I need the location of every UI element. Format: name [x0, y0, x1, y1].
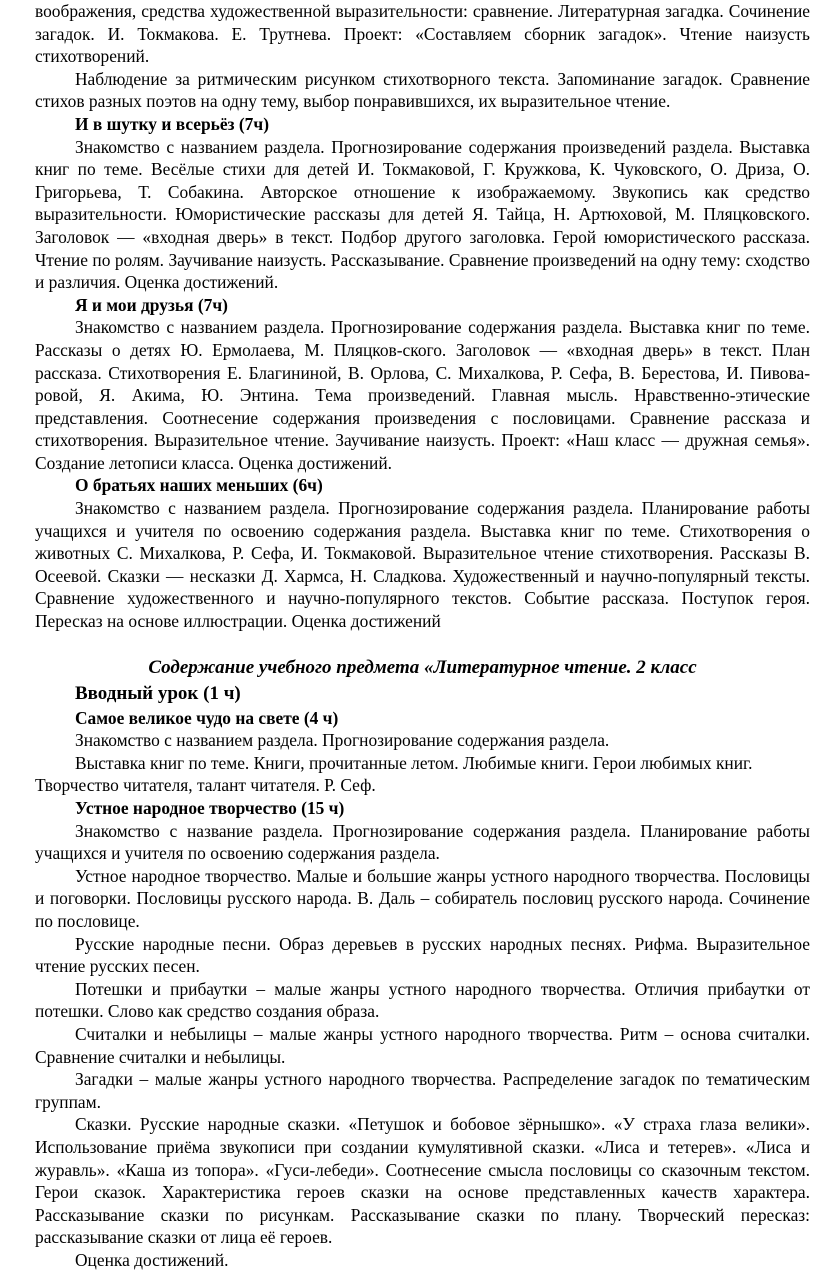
folk-paragraph: Загадки – малые жанры устного народного творчества. Распределение загадок по тематическим группам.: [35, 1069, 810, 1112]
section-heading-animals: О братьях наших меньших (6ч): [75, 475, 323, 496]
section-heading-friends: Я и мои друзья (7ч): [75, 294, 228, 315]
section-heading-folk: Устное народное творчество (15 ч): [75, 798, 345, 818]
folk-paragraph: Сказки. Русские народные сказки. «Петушок и бобовое зёрнышко». «У страха глаза велики». Использование приёма звукописи при создании кумулятивной сказки. «Лиса и тетерев». «Лиса и журавль». «Каша из топора». «Гуси-лебеди». Соотнесение смысла пословицы со сказочным текстом. Герои сказок. Характеристика героев сказки на основе представленных качеств характера. Рассказывание сказки по рисункам. Рассказывание сказки по плану. Творческий пересказ: рассказывание сказки от лица её героев.: [35, 1114, 810, 1248]
section-heading-miracle: Самое великое чудо на свете (4 ч): [75, 707, 339, 728]
grade2-title: Содержание учебного предмета «Литературное чтение. 2 класс: [148, 656, 697, 678]
spacer: [35, 633, 810, 655]
section-text-friends: Знакомство с названием раздела. Прогнозирование содержания раздела. Выставка книг по теме. Рассказы о детях Ю. Ермолаева, М. Пляцков-ского. Заголовок — «входная дверь» в текст. План рассказа. Стихотворения Е. Благининой, В. Орлова, С. Михалкова, Р. Сефа, В. Берестова, И. Пивова-ровой, Я. Акима, Ю. Энтина. Тема произведений. Главная мысль. Нравственно-этические представления. Соотнесение содержания произведения с пословицами. Сравнение рассказа и стихотворения. Выразительное чтение. Заучивание наизусть. Проект: «Наш класс — дружная семья». Создание летописи класса. Оценка достижений.: [35, 317, 810, 473]
folk-paragraph: Знакомство с название раздела. Прогнозирование содержания раздела. Планирование работы учащихся и учителя по освоению содержания раздела.: [35, 820, 810, 864]
folk-paragraph: Русские народные песни. Образ деревьев в русских народных песнях. Рифма. Выразительное чтение русских песен.: [35, 933, 810, 977]
observation-paragraph: Наблюдение за ритмическим рисунком стихотворного текста. Запоминание загадок. Сравнение стихов разных поэтов на одну тему, выбор понравившихся, их выразительное чтение.: [35, 68, 810, 112]
folk-paragraph: Устное народное творчество. Малые и большие жанры устного народного творчества. Пословицы и поговорки. Пословицы русского народа. В. Даль – собиратель пословиц русского народа. Сочинение по пословице.: [35, 865, 810, 931]
folk-paragraph: Считалки и небылицы – малые жанры устного народного творчества. Ритм – основа считалки. Сравнение считалки и небылицы.: [35, 1023, 810, 1067]
section-heading-jokes: И в шутку и всерьёз (7ч): [75, 113, 269, 134]
section-text-jokes: Знакомство с названием раздела. Прогнозирование содержания произведений раздела. Выставка книг по теме. Весёлые стихи для детей И. Токмаковой, Г. Кружкова, К. Чуковского, О. Дриза, О. Григорьева, Т. Собакина. Авторское отношение к изображаемому. Звукопись как средство выразительности. Юмористические рассказы для детей Я. Тайца, Н. Артюховой, М. Пляцковского. Заголовок — «входная дверь» в текст. Подбор другого заголовка. Герой юмористического рассказа. Чтение по ролям. Заучивание наизусть. Рассказывание. Сравнение произведений на одну тему: сходство и различия. Оценка достижений.: [35, 136, 810, 293]
folk-paragraph: Потешки и прибаутки – малые жанры устного народного творчества. Отличия прибаутки от потешки. Слово как средство создания образа.: [35, 978, 810, 1022]
section-text-miracle-1: Знакомство с названием раздела. Прогнозирование содержания раздела.: [75, 730, 610, 751]
section-text-animals: Знакомство с названием раздела. Прогнозирование содержания раздела. Планирование работы учащихся и учителя по освоению содержания раздела. Выставка книг по теме. Стихотворения о животных С. Михалкова, Р. Сефа, И. Токмаковой. Выразительное чтение стихотворения. Рассказы В. Осеевой. Сказки — несказки Д. Хармса, Н. Сладкова. Художественный и научно-популярный тексты. Сравнение художественного и научно-популярного текстов. Событие рассказа. Поступок героя. Пересказ на основе иллюстрации. Оценка достижений: [35, 498, 810, 632]
section-text-miracle-2: Выставка книг по теме. Книги, прочитанные летом. Любимые книги. Герои любимых книг. Творчество читателя, талант читателя. Р. Сеф.: [35, 752, 753, 796]
intro-paragraph: воображения, средства художественной выразительности: сравнение. Литературная загадка. Сочинение загадок. И. Токмакова. Е. Трутнева. Проект: «Составляем сборник загадок». Чтение наизусть стихотворений.: [35, 1, 810, 67]
intro-lesson-heading: Вводный урок (1 ч): [75, 682, 241, 704]
folk-paragraph-assessment: Оценка достижений.: [75, 1249, 229, 1270]
